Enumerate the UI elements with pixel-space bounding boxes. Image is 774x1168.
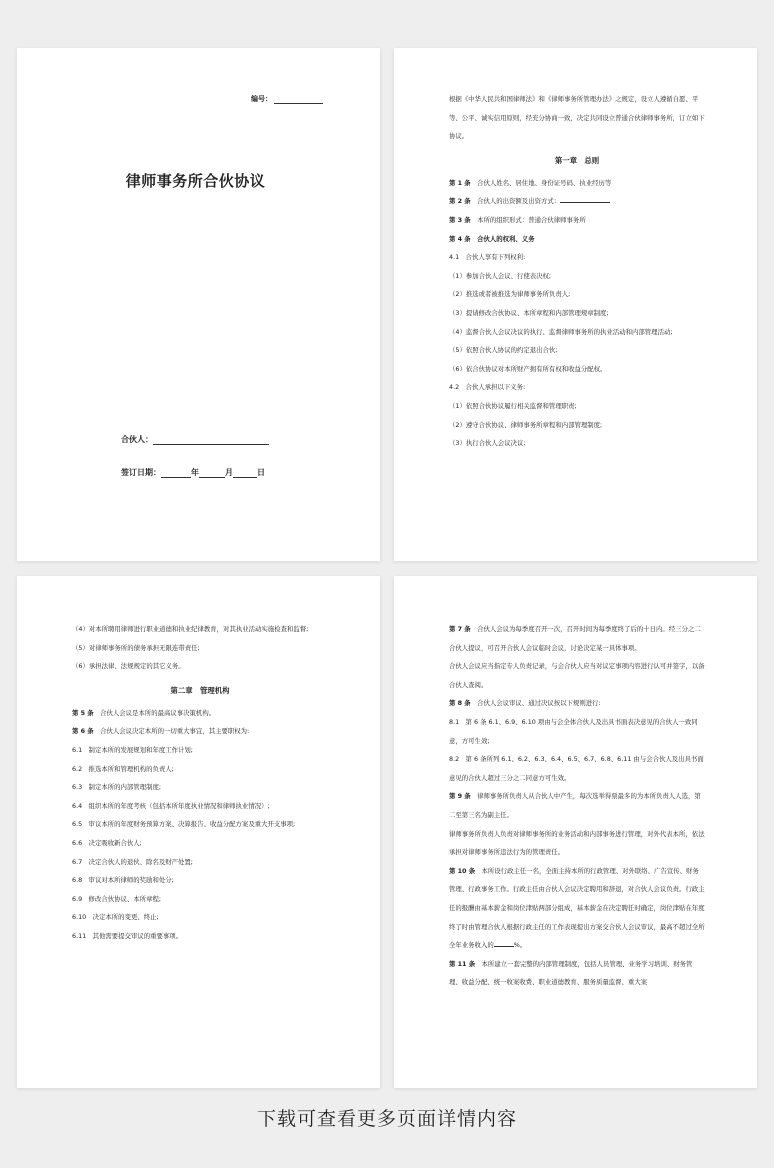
- partner-blank: [153, 436, 269, 445]
- list-item: 6.9 修改合伙协议、本所章程;: [72, 894, 162, 903]
- article-9: [449, 787, 705, 824]
- article-label: 第 5 条: [72, 708, 94, 717]
- list-item: 6.7 决定合伙人的退伙、除名及财产处置;: [72, 857, 193, 866]
- list-item: 6.11 其他需要提交审议的重要事项。: [72, 931, 183, 940]
- article-label: 第 8 条: [449, 699, 471, 708]
- list-item: （5）依照合伙人协议的约定退出合伙;: [449, 346, 558, 355]
- document-page-3: [17, 576, 380, 1088]
- article-6: [72, 722, 328, 741]
- list-item: 6.6 决定吸收新合伙人;: [72, 838, 142, 847]
- list-item: 6.8 审议对本所律师的奖励和处分;: [72, 876, 174, 885]
- rule-8-1: 8.1 第 6 条 6.1、6.9、6.10 项由与会全体合伙人及出具书面表决意见的合伙人一致同意，方可生效;: [449, 717, 698, 745]
- article-label: 第 3 条: [449, 215, 471, 224]
- article-label: 第 1 条: [449, 178, 471, 187]
- signing-date-field: [121, 467, 265, 478]
- article-text: 合伙人的权利、义务: [477, 234, 535, 243]
- article-label: 第 9 条: [449, 792, 471, 801]
- serial-blank: [274, 96, 323, 104]
- rule-8-2: 8.2 第 6 条所列 6.1、6.2、6.3、6.4、6.5、6.7、6.8、6.11 由与会合伙人及出具书面意见的合伙人超过三分之二同意方可生效。: [449, 755, 704, 782]
- list-item: （1）依照合伙协议履行相关监督和管理职责;: [449, 401, 577, 410]
- article-3: [449, 211, 705, 230]
- document-title: [17, 170, 380, 191]
- year-unit: 年: [191, 468, 199, 477]
- list-item: 6.5 审议本所的年度财务预算方案、决算报告、收益分配方案及重大开支事项;: [72, 820, 296, 829]
- article-2: [449, 192, 705, 211]
- page-body: [449, 90, 705, 453]
- list-item: 6.4 组织本所的年度考核（包括本所年度执业情况和律师执业情况）;: [72, 801, 270, 810]
- chapter-heading: 第一章 总则: [554, 155, 600, 165]
- day-blank: [233, 469, 257, 478]
- list-item: 6.1 制定本所的发展规划和年度工作计划;: [72, 745, 193, 754]
- article-label: 第 11 条: [449, 959, 476, 968]
- article-text: 本所建立一套完整的内部管理制度，包括人员管理、业务学习培训、财务管理、收益分配、统一收案收费、职业道德教育、服务质量监督、重大案: [449, 959, 693, 987]
- year-blank: [161, 469, 191, 478]
- list-item: （5）对律师事务所的债务承担无限连带责任;: [72, 643, 200, 652]
- article-5: [72, 704, 328, 723]
- partner-signature-field: [121, 434, 269, 445]
- percent-sign: %。: [513, 941, 527, 950]
- article-7-paragraph-2: 合伙人会议应当指定专人负责记录，与会合伙人应当对议定事项内容进行认可并签字，以备合伙人查阅。: [449, 662, 705, 689]
- article-label: 第 10 条: [449, 866, 476, 875]
- article-text: 合伙人会议为每季度召开一次，召开时间为每季度终了后的十日内。经三分之二合伙人提议，可召开合伙人会议临时会议，讨论决定某一具体事项。: [449, 625, 701, 652]
- article-11: [449, 955, 705, 992]
- list-item: （4）对本所聘用律师进行职业道德和执业纪律教育，对其执业活动实施检查和监督;: [72, 625, 309, 633]
- list-item: （6）承担法律、法规规定的其它义务。: [72, 662, 185, 671]
- article-text: 合伙人姓名、居住地、身份证号码、执业经历等: [477, 178, 612, 187]
- list-item: 6.3 制定本所的内部管理制度;: [72, 783, 162, 792]
- clause-4-1: 4.1 合伙人享有下列权利:: [449, 253, 526, 262]
- article-text: 合伙人的出资额及出资方式：: [477, 197, 561, 206]
- article-7: [449, 620, 705, 657]
- article-text: 本所设行政主任一名，全面主持本所的行政管理、对外联络、广告宣传、财务管理、行政事务工作。行政主任由合伙人会议决定聘用和辞退，对合伙人会议负责。行政主任的报酬由基本薪金和岗位津贴两部分组成，基本薪金在决定聘任时确定，岗位津贴在年度终了时由管理合伙人根据行政主任的工作表现提出方案交合伙人会议审议，最高不超过全所全年业务收入的: [449, 866, 705, 950]
- article-10: [449, 862, 705, 955]
- article-text: 合伙人会议决定本所的一切重大事宜，其主要职权为:: [100, 727, 250, 736]
- intro-paragraph: 根据《中华人民共和国律师法》和《律师事务所管理办法》之规定，设立人遵循自愿、平等、公平、诚实信用原则，经充分协商一致，决定共同设立普通合伙律师事务所，订立如下协议。: [449, 95, 705, 141]
- page-body: [72, 620, 328, 946]
- download-prompt: 下载可查看更多页面详情内容: [256, 1108, 517, 1130]
- partner-label: 合伙人：: [121, 435, 153, 444]
- article-9-paragraph-2: 律师事务所负责人负责对律师事务所的业务活动和内部事务进行管理，对外代表本所，依法承担对律师事务所违法行为的管理责任。: [449, 829, 705, 857]
- article-label: 第 4 条: [449, 234, 471, 243]
- contribution-blank: [560, 196, 610, 203]
- list-item: 6.10 决定本所的变更、终止;: [72, 913, 159, 922]
- article-label: 第 2 条: [449, 197, 471, 206]
- page-body: [449, 620, 705, 992]
- article-text: 合伙人会议审议、通过决议按以下规则进行:: [477, 699, 601, 708]
- article-8: [449, 694, 705, 713]
- list-item: （4）监督合伙人会议决议的执行、监督律师事务所的执业活动和内部管理活动;: [449, 327, 673, 336]
- list-item: （2）推选或者被推选为律师事务所负责人;: [449, 290, 571, 299]
- article-label: 第 7 条: [449, 625, 471, 633]
- chapter-heading: 第二章 管理机构: [170, 685, 230, 695]
- document-page-4: [394, 576, 757, 1088]
- article-text: 合伙人会议是本所的最高议事决策机构。: [100, 708, 216, 717]
- month-blank: [199, 469, 225, 478]
- document-page-2: [394, 48, 757, 561]
- list-item: （6）依合伙协议对本所财产拥有所有权和收益分配权。: [449, 364, 607, 373]
- list-item: 6.2 推选本所和管理机构的负责人;: [72, 764, 174, 773]
- article-label: 第 6 条: [72, 727, 94, 736]
- serial-label: 编号：: [251, 95, 272, 103]
- list-item: （3）提请修改合伙协议、本所章程和内部管理规章制度;: [449, 308, 609, 317]
- article-4: [449, 230, 705, 249]
- percent-blank: [494, 940, 514, 947]
- cover-page: [17, 48, 380, 561]
- list-item: （3）执行合伙人会议决议;: [449, 439, 526, 448]
- serial-number-field: [251, 94, 323, 104]
- clause-4-2: 4.2 合伙人承担以下义务:: [449, 383, 526, 392]
- list-item: （1）参加合伙人会议、行使表决权;: [449, 271, 552, 280]
- document-title-text: 律师事务所合伙协议: [125, 172, 266, 190]
- list-item: （2）遵守合伙协议、律师事务所章程和内部管理制度;: [449, 420, 603, 429]
- date-label: 签订日期：: [121, 468, 161, 477]
- day-unit: 日: [257, 468, 265, 477]
- article-text: 律师事务所负责人从合伙人中产生，每次选举得票最多的为本所负责人人选，第二至第三名为副主任。: [449, 792, 701, 819]
- month-unit: 月: [225, 468, 233, 477]
- article-text: 本所的组织形式：普通合伙律师事务所: [477, 215, 586, 224]
- article-1: [449, 174, 705, 193]
